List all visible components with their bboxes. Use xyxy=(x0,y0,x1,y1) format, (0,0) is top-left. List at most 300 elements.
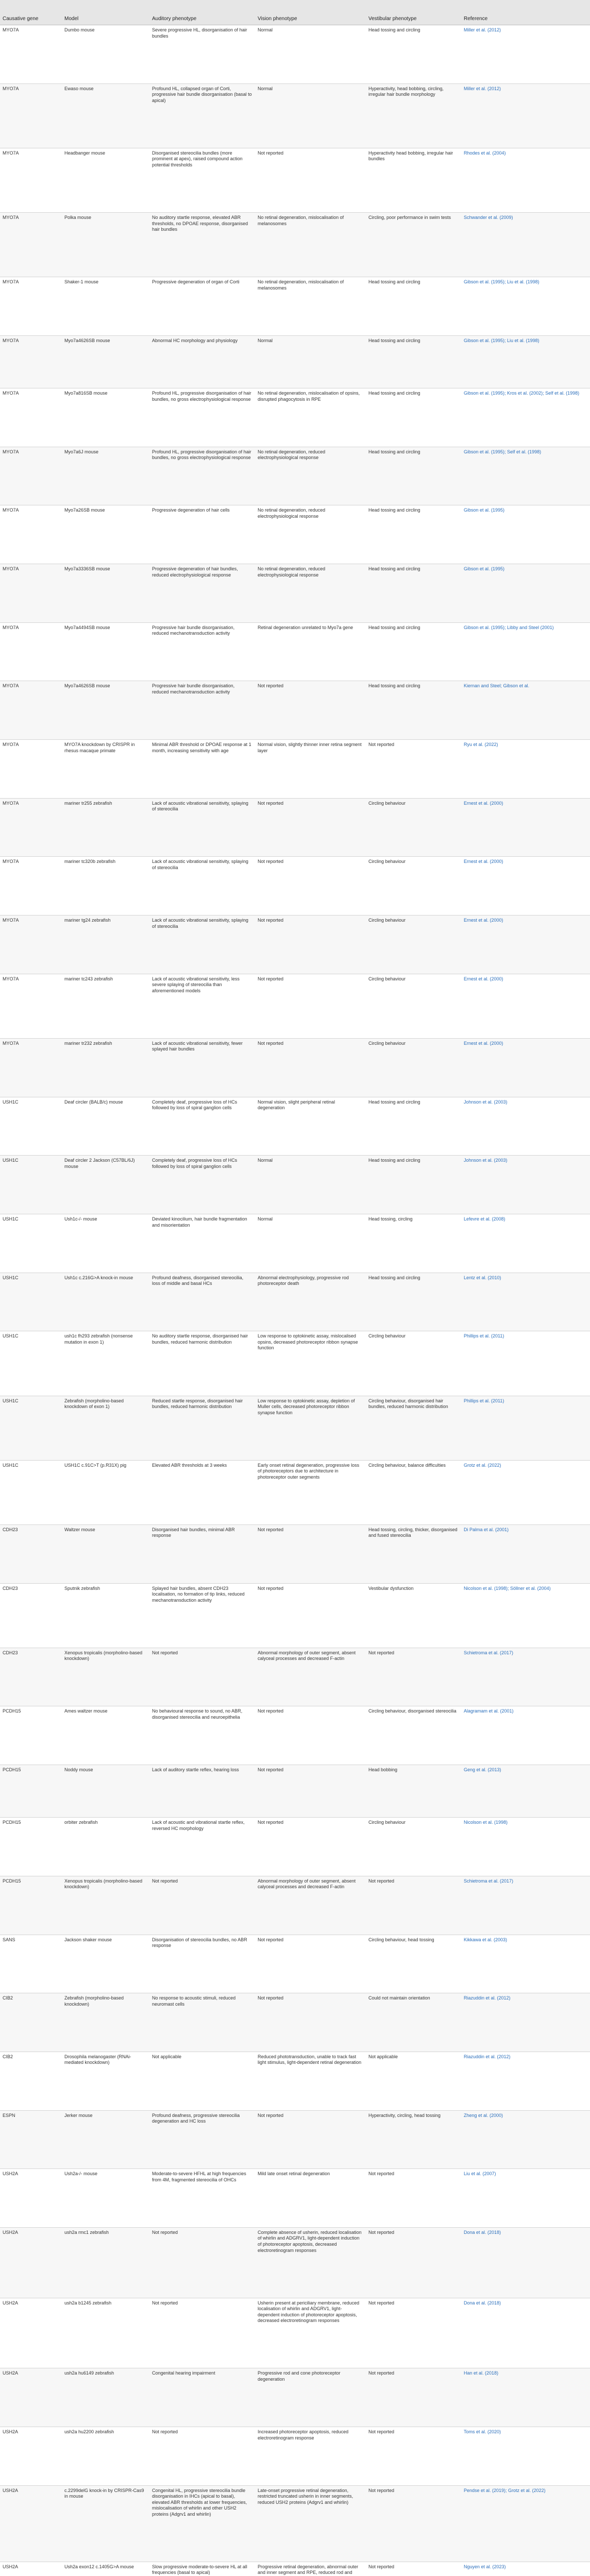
cell-reference[interactable]: Miller et al. (2012) xyxy=(461,83,590,148)
table-row xyxy=(0,1876,590,1935)
cell-gene: USH1C xyxy=(0,1460,62,1524)
cell-model: mariner tr255 zebrafish xyxy=(62,798,149,857)
cell-vision: Normal xyxy=(255,25,366,84)
table-row xyxy=(0,974,590,1038)
cell-model: Ush2a-/- mouse xyxy=(62,2169,149,2228)
table-row xyxy=(0,83,590,148)
cell-reference[interactable]: Gibson et al. (1995); Kros et al. (2002); Self et al. (1998) xyxy=(461,388,590,447)
table-row xyxy=(0,1097,590,1156)
table-row xyxy=(0,25,590,84)
cell-model: Myo7a6J mouse xyxy=(62,447,149,505)
table-row xyxy=(0,1038,590,1097)
cell-vision: Not reported xyxy=(255,857,366,916)
cell-vestibular: Hyperactivity, circling, head tossing xyxy=(366,2110,461,2169)
cell-gene: CDH23 xyxy=(0,1648,62,1706)
cell-vision: Low response to optokinetic assay, depletion of Muller cells, decreased photoreceptor ribbon synapse function xyxy=(255,1396,366,1460)
table-row xyxy=(0,388,590,447)
cell-vestibular: Head tossing and circling xyxy=(366,681,461,740)
cell-reference[interactable]: Phillips et al. (2011) xyxy=(461,1331,590,1396)
table-row xyxy=(0,2110,590,2169)
cell-model: ush2a hu6149 zebrafish xyxy=(62,2368,149,2427)
cell-model: MYO7A knockdown by CRISPR in rhesus macaque primate xyxy=(62,740,149,799)
cell-reference[interactable]: Geng et al. (2013) xyxy=(461,1765,590,1818)
cell-auditory: Lack of acoustic vibrational sensitivity, fewer splayed hair bundles xyxy=(149,1038,255,1097)
cell-model: Ames waltzer mouse xyxy=(62,1706,149,1765)
cell-vision: Abnormal morphology of outer segment, absent calyceal processes and decreased F-actin xyxy=(255,1876,366,1935)
cell-vestibular: Not reported xyxy=(366,1876,461,1935)
cell-reference[interactable]: Johnson et al. (2003) xyxy=(461,1097,590,1156)
cell-gene: PCDH15 xyxy=(0,1765,62,1818)
cell-model: Drosophila melanogaster (RNAi-mediated knockdown) xyxy=(62,2052,149,2110)
cell-model: c.2299delG knock-in by CRISPR-Cas9 in mouse xyxy=(62,2485,149,2562)
cell-vision: Increased photoreceptor apoptosis, reduced electroretinogram response xyxy=(255,2427,366,2486)
cell-reference[interactable]: Pendse et al. (2019); Grotz et al. (2022) xyxy=(461,2485,590,2562)
cell-vision: No retinal degeneration, mislocalisation of opsins, disrupted phagocytosis in RPE xyxy=(255,388,366,447)
cell-vestibular: Not reported xyxy=(366,2427,461,2486)
cell-gene: MYO7A xyxy=(0,505,62,564)
cell-model: Deaf circler (BALB/c) mouse xyxy=(62,1097,149,1156)
cell-reference[interactable]: Nicolson et al. (1998); Söllner et al. (2004) xyxy=(461,1583,590,1648)
cell-reference[interactable]: Dona et al. (2018) xyxy=(461,2298,590,2368)
cell-reference[interactable]: Gibson et al. (1995); Liu et al. (1998) xyxy=(461,335,590,388)
cell-auditory: Splayed hair bundles, absent CDH23 localisation, no formation of tip links, reduced mechanotransduction activity xyxy=(149,1583,255,1648)
cell-gene: USH1C xyxy=(0,1214,62,1273)
cell-gene: USH2A xyxy=(0,2169,62,2228)
cell-auditory: Lack of acoustic vibrational sensitivity, splaying of stereocilia xyxy=(149,857,255,916)
cell-vision: Complete absence of usherin, reduced localisation of whirlin and ADGRV1, light-dependent induction of photoreceptor apoptosis, decreased electroretinogram responses xyxy=(255,2227,366,2298)
cell-model: Dumbo mouse xyxy=(62,25,149,84)
cell-model: Jerker mouse xyxy=(62,2110,149,2169)
cell-reference[interactable]: Dona et al. (2018) xyxy=(461,2227,590,2298)
table-row xyxy=(0,335,590,388)
cell-vestibular: Not reported xyxy=(366,2562,461,2576)
cell-vestibular: Head tossing and circling xyxy=(366,1273,461,1331)
cell-vestibular: Not reported xyxy=(366,2485,461,2562)
cell-vision: Normal xyxy=(255,1156,366,1214)
table-row xyxy=(0,740,590,799)
cell-model: USH1C c.91C>T (p.R31X) pig xyxy=(62,1460,149,1524)
cell-vision: Not reported xyxy=(255,798,366,857)
cell-auditory: Reduced startle response, disorganised hair bundles, reduced harmonic distribution xyxy=(149,1396,255,1460)
cell-gene: USH1C xyxy=(0,1097,62,1156)
cell-vestibular: Not reported xyxy=(366,740,461,799)
table-row xyxy=(0,1524,590,1583)
cell-reference[interactable]: Ernest et al. (2000) xyxy=(461,916,590,974)
cell-vestibular: Head tossing and circling xyxy=(366,447,461,505)
cell-model: Zebrafish (morpholino-based knockdown) xyxy=(62,1993,149,2052)
cell-reference[interactable]: Ernest et al. (2000) xyxy=(461,857,590,916)
cell-auditory: Not reported xyxy=(149,2227,255,2298)
cell-reference[interactable]: Lentz et al. (2010) xyxy=(461,1273,590,1331)
cell-reference[interactable]: Phillips et al. (2011) xyxy=(461,1396,590,1460)
cell-model: ush2a hu2200 zebrafish xyxy=(62,2427,149,2486)
cell-gene: USH1C xyxy=(0,1396,62,1460)
cell-auditory: Lack of acoustic and vibrational startle reflex, reversed HC morphology xyxy=(149,1818,255,1876)
cell-reference[interactable]: Toms et al. (2020) xyxy=(461,2427,590,2486)
cell-auditory: Slow progressive moderate-to-severe HL at all frequencies (basal to apical) xyxy=(149,2562,255,2576)
cell-vestibular: Circling behaviour, balance difficulties xyxy=(366,1460,461,1524)
cell-reference[interactable]: Nicolson et al. (1998) xyxy=(461,1818,590,1876)
table-row xyxy=(0,2169,590,2228)
cell-vision: Progressive rod and cone photoreceptor degeneration xyxy=(255,2368,366,2427)
cell-vestibular: Circling behaviour xyxy=(366,1818,461,1876)
cell-vestibular: Not reported xyxy=(366,1648,461,1706)
cell-vestibular: Hyperactivity, head bobbing, circling, irregular hair bundle morphology xyxy=(366,83,461,148)
table-row xyxy=(0,2427,590,2486)
table-row xyxy=(0,213,590,277)
cell-vestibular: Circling behaviour xyxy=(366,974,461,1038)
cell-auditory: Progressive degeneration of organ of Corti xyxy=(149,277,255,336)
cell-vision: Not reported xyxy=(255,1038,366,1097)
cell-gene: MYO7A xyxy=(0,681,62,740)
table-row xyxy=(0,1331,590,1396)
cell-gene: ESPN xyxy=(0,2110,62,2169)
cell-auditory: Moderate-to-severe HFHL at high frequencies from 4M, fragmented stereocilia of OHCs xyxy=(149,2169,255,2228)
cell-model: mariner tc320b zebrafish xyxy=(62,857,149,916)
cell-vestibular: Not reported xyxy=(366,2169,461,2228)
cell-gene: MYO7A xyxy=(0,148,62,212)
header-auditory-phenotype: Auditory phenotype xyxy=(149,0,255,25)
cell-auditory: Lack of acoustic vibrational sensitivity, splaying of stereocilia xyxy=(149,916,255,974)
cell-auditory: Deviated kinocilium, hair bundle fragmentation and misorientation xyxy=(149,1214,255,1273)
cell-vision: Not reported xyxy=(255,681,366,740)
table-row xyxy=(0,2368,590,2427)
cell-auditory: Not reported xyxy=(149,2427,255,2486)
cell-gene: USH2A xyxy=(0,2368,62,2427)
cell-auditory: Progressive hair bundle disorganisation, reduced mechanotransduction activity xyxy=(149,681,255,740)
table-body xyxy=(0,25,590,2576)
cell-gene: USH1C xyxy=(0,1156,62,1214)
cell-vestibular: Circling behaviour xyxy=(366,857,461,916)
cell-vestibular: Head tossing and circling xyxy=(366,335,461,388)
cell-vestibular: Head tossing and circling xyxy=(366,25,461,84)
cell-model: ush2a b1245 zebrafish xyxy=(62,2298,149,2368)
cell-reference[interactable]: Riazuddin et al. (2012) xyxy=(461,2052,590,2110)
cell-auditory: Completely deaf, progressive loss of HCs followed by loss of spiral ganglion cells xyxy=(149,1156,255,1214)
cell-gene: MYO7A xyxy=(0,564,62,623)
table-row xyxy=(0,277,590,336)
table-row xyxy=(0,505,590,564)
cell-model: Waltzer mouse xyxy=(62,1524,149,1583)
cell-vision: Late-onset progressive retinal degeneration, restricted truncated usherin in inner segments, reduced USH2 proteins (Adgrv1 and whirlin) xyxy=(255,2485,366,2562)
cell-reference[interactable]: Zheng et al. (2000) xyxy=(461,2110,590,2169)
cell-model: Ush1c c.216G>A knock-in mouse xyxy=(62,1273,149,1331)
cell-gene: MYO7A xyxy=(0,740,62,799)
cell-model: ush1c fh293 zebrafish (nonsense mutation in exon 1) xyxy=(62,1331,149,1396)
cell-reference[interactable]: Ernest et al. (2000) xyxy=(461,798,590,857)
header-vestibular-phenotype: Vestibular phenotype xyxy=(366,0,461,25)
cell-gene: USH1C xyxy=(0,1273,62,1331)
cell-model: Jackson shaker mouse xyxy=(62,1935,149,1993)
cell-vestibular: Circling, poor performance in swim tests xyxy=(366,213,461,277)
cell-vision: Not reported xyxy=(255,1765,366,1818)
cell-vision: Abnormal morphology of outer segment, absent calyceal processes and decreased F-actin xyxy=(255,1648,366,1706)
cell-vision: Not reported xyxy=(255,148,366,212)
table-row xyxy=(0,564,590,623)
cell-gene: CIB2 xyxy=(0,1993,62,2052)
cell-reference[interactable]: Han et al. (2018) xyxy=(461,2368,590,2427)
cell-reference[interactable]: Schwander et al. (2009) xyxy=(461,213,590,277)
table-row xyxy=(0,1818,590,1876)
cell-vestibular: Head tossing and circling xyxy=(366,1097,461,1156)
cell-reference[interactable]: Nguyen et al. (2023) xyxy=(461,2562,590,2576)
cell-model: Deaf circler 2 Jackson (C57BL/6J) mouse xyxy=(62,1156,149,1214)
cell-reference[interactable]: Miller et al. (2012) xyxy=(461,25,590,84)
cell-auditory: Lack of acoustic vibrational sensitivity, splaying of stereocilia xyxy=(149,798,255,857)
cell-gene: MYO7A xyxy=(0,277,62,336)
cell-vestibular: Head tossing and circling xyxy=(366,1156,461,1214)
cell-reference[interactable]: Gibson et al. (1995) xyxy=(461,564,590,623)
cell-reference[interactable]: Kiernan and Steel; Gibson et al. xyxy=(461,681,590,740)
cell-vestibular: Could not maintain orientation xyxy=(366,1993,461,2052)
cell-model: Ush2a exon12 c.1405G>A mouse xyxy=(62,2562,149,2576)
cell-vision: Reduced phototransduction, unable to track fast light stimulus, light-dependent retinal degeneration xyxy=(255,2052,366,2110)
table-row xyxy=(0,622,590,681)
cell-vision: Usherin present at periciliary membrane, reduced localisation of whirlin and ADGRV1, light-dependent induction of photoreceptor apoptosis, decreased electroretinogram responses xyxy=(255,2298,366,2368)
table-row xyxy=(0,1706,590,1765)
cell-auditory: No auditory startle response, elevated ABR thresholds, no DPOAE response, disorganised hair bundles xyxy=(149,213,255,277)
cell-auditory: Lack of auditory startle reflex, hearing loss xyxy=(149,1765,255,1818)
cell-gene: MYO7A xyxy=(0,857,62,916)
cell-vision: Early onset retinal degeneration, progressive loss of photoreceptors due to architecture in photoreceptor outer segments xyxy=(255,1460,366,1524)
cell-vision: Not reported xyxy=(255,1583,366,1648)
cell-gene: USH2A xyxy=(0,2298,62,2368)
cell-reference[interactable]: Alagramam et al. (2001) xyxy=(461,1706,590,1765)
cell-reference[interactable]: Gibson et al. (1995) xyxy=(461,505,590,564)
cell-gene: PCDH15 xyxy=(0,1706,62,1765)
cell-reference[interactable]: Ernest et al. (2000) xyxy=(461,974,590,1038)
cell-vestibular: Vestibular dysfunction xyxy=(366,1583,461,1648)
cell-gene: CDH23 xyxy=(0,1524,62,1583)
cell-vision: Not reported xyxy=(255,1706,366,1765)
cell-model: Ush1c-/- mouse xyxy=(62,1214,149,1273)
cell-vestibular: Circling behaviour xyxy=(366,1038,461,1097)
cell-reference[interactable]: Kikkawa et al. (2003) xyxy=(461,1935,590,1993)
cell-gene: USH1C xyxy=(0,1331,62,1396)
cell-auditory: Minimal ABR threshold or DPOAE response at 1 month, increasing sensitivity with age xyxy=(149,740,255,799)
table-row xyxy=(0,1214,590,1273)
cell-vision: No retinal degeneration, reduced electrophysiological response xyxy=(255,505,366,564)
cell-vision: No retinal degeneration, mislocalisation of melanosomes xyxy=(255,213,366,277)
cell-reference[interactable]: Ryu et al. (2022) xyxy=(461,740,590,799)
cell-auditory: No auditory startle response, disorganised hair bundles, reduced harmonic distribution xyxy=(149,1331,255,1396)
cell-auditory: No behavioural response to sound, no ABR, disorganised stereocilia and neuroepithelia xyxy=(149,1706,255,1765)
cell-reference[interactable]: Riazuddin et al. (2012) xyxy=(461,1993,590,2052)
table-row xyxy=(0,148,590,212)
cell-vision: Mild late onset retinal degeneration xyxy=(255,2169,366,2228)
cell-reference[interactable]: Liu et al. (2007) xyxy=(461,2169,590,2228)
cell-model: Polka mouse xyxy=(62,213,149,277)
cell-auditory: Not reported xyxy=(149,1648,255,1706)
cell-vision: No retinal degeneration, reduced electrophysiological response xyxy=(255,447,366,505)
cell-auditory: Progressive degeneration of hair cells xyxy=(149,505,255,564)
table-row xyxy=(0,1156,590,1214)
cell-model: Myo7a3336SB mouse xyxy=(62,564,149,623)
cell-vestibular: Head tossing and circling xyxy=(366,622,461,681)
cell-vestibular: Circling behaviour xyxy=(366,1331,461,1396)
cell-vestibular: Head bobbing xyxy=(366,1765,461,1818)
cell-vestibular: Not reported xyxy=(366,2368,461,2427)
cell-gene: MYO7A xyxy=(0,25,62,84)
table-row xyxy=(0,2227,590,2298)
cell-model: Ewaso mouse xyxy=(62,83,149,148)
table-row xyxy=(0,1993,590,2052)
cell-reference[interactable]: Gibson et al. (1995); Libby and Steel (2001) xyxy=(461,622,590,681)
cell-reference[interactable]: Lefevre et al. (2008) xyxy=(461,1214,590,1273)
cell-gene: CDH23 xyxy=(0,1583,62,1648)
cell-gene: SANS xyxy=(0,1935,62,1993)
cell-reference[interactable]: Gibson et al. (1995); Self et al. (1998) xyxy=(461,447,590,505)
table-row xyxy=(0,2052,590,2110)
cell-model: Noddy mouse xyxy=(62,1765,149,1818)
table-row xyxy=(0,681,590,740)
cell-vestibular: Hyperactivity head bobbing, irregular hair bundles xyxy=(366,148,461,212)
cell-vision: Not reported xyxy=(255,1935,366,1993)
cell-auditory: Not reported xyxy=(149,2298,255,2368)
cell-gene: MYO7A xyxy=(0,1038,62,1097)
cell-auditory: Disorganisation of stereocilia bundles, no ABR response xyxy=(149,1935,255,1993)
cell-auditory: Completely deaf, progressive loss of HCs followed by loss of spiral ganglion cells xyxy=(149,1097,255,1156)
cell-gene: USH2A xyxy=(0,2227,62,2298)
cell-model: Sputnik zebrafish xyxy=(62,1583,149,1648)
cell-vision: Abnormal electrophysiology, progressive rod photoreceptor death xyxy=(255,1273,366,1331)
cell-auditory: Profound HL, collapsed organ of Corti, progressive hair bundle disorganisation (basal to apical) xyxy=(149,83,255,148)
cell-gene: USH2A xyxy=(0,2485,62,2562)
cell-auditory: Disorganised hair bundles, minimal ABR response xyxy=(149,1524,255,1583)
cell-model: Myo7a816SB mouse xyxy=(62,388,149,447)
cell-gene: MYO7A xyxy=(0,83,62,148)
cell-auditory: Severe progressive HL, disorganisation of hair bundles xyxy=(149,25,255,84)
table-row xyxy=(0,2485,590,2562)
cell-auditory: Profound HL, progressive disorganisation of hair bundles, no gross electrophysiological response xyxy=(149,388,255,447)
table-row xyxy=(0,1273,590,1331)
cell-vision: Progressive retinal degeneration, abnormal outer and inner segment and RPE, reduced rod and xyxy=(255,2562,366,2576)
cell-auditory: Congenital hearing impairment xyxy=(149,2368,255,2427)
table-row xyxy=(0,1460,590,1524)
table-row xyxy=(0,2562,590,2576)
header-reference: Reference xyxy=(461,0,590,25)
cell-auditory: Lack of acoustic vibrational sensitivity, less severe splaying of stereocilia than aforementioned models xyxy=(149,974,255,1038)
cell-model: mariner tg24 zebrafish xyxy=(62,916,149,974)
cell-vision: Not reported xyxy=(255,1818,366,1876)
cell-vestibular: Head tossing and circling xyxy=(366,505,461,564)
cell-gene: MYO7A xyxy=(0,798,62,857)
cell-vision: No retinal degeneration, mislocalisation of melanosomes xyxy=(255,277,366,336)
cell-reference[interactable]: Rhodes et al. (2004) xyxy=(461,148,590,212)
cell-vestibular: Head tossing and circling xyxy=(366,388,461,447)
cell-reference[interactable]: Schietroma et al. (2017) xyxy=(461,1648,590,1706)
cell-vision: No retinal degeneration, reduced electrophysiological response xyxy=(255,564,366,623)
cell-vision: Normal xyxy=(255,335,366,388)
cell-model: mariner tr232 zebrafish xyxy=(62,1038,149,1097)
table-row xyxy=(0,1935,590,1993)
cell-model: Zebrafish (morpholino-based knockdown of exon 1) xyxy=(62,1396,149,1460)
cell-model: orbiter zebrafish xyxy=(62,1818,149,1876)
cell-auditory: Congenital HL, progressive stereocilia bundle disorganisation in IHCs (apical to basal), elevated ABR thresholds at lower frequencies, mislocalisation of whirlin and other USH2 proteins (Adgrv1 and whirlin) xyxy=(149,2485,255,2562)
cell-vestibular: Circling behaviour, disorganised stereocilia xyxy=(366,1706,461,1765)
cell-vision: Retinal degeneration unrelated to Myo7a gene xyxy=(255,622,366,681)
cell-auditory: Abnormal HC morphology and physiology xyxy=(149,335,255,388)
cell-vision: Low response to optokinetic assay, mislocalised opsins, decreased photoreceptor ribbon synapse function xyxy=(255,1331,366,1396)
cell-auditory: Profound HL, progressive disorganisation of hair bundles, no gross electrophysiological response xyxy=(149,447,255,505)
cell-vestibular: Not reported xyxy=(366,2227,461,2298)
cell-vision: Not reported xyxy=(255,2110,366,2169)
cell-vestibular: Not applicable xyxy=(366,2052,461,2110)
cell-vestibular: Head tossing and circling xyxy=(366,564,461,623)
cell-auditory: No response to acoustic stimuli, reduced neuromast cells xyxy=(149,1993,255,2052)
cell-vision: Normal vision, slightly thinner inner retina segment layer xyxy=(255,740,366,799)
cell-gene: CIB2 xyxy=(0,2052,62,2110)
cell-vestibular: Head tossing, circling xyxy=(366,1214,461,1273)
cell-model: mariner tc243 zebrafish xyxy=(62,974,149,1038)
cell-model: Shaker-1 mouse xyxy=(62,277,149,336)
cell-reference[interactable]: Grotz et al. (2022) xyxy=(461,1460,590,1524)
cell-gene: MYO7A xyxy=(0,622,62,681)
table-row xyxy=(0,1396,590,1460)
table-row xyxy=(0,857,590,916)
header-vision-phenotype: Vision phenotype xyxy=(255,0,366,25)
cell-vision: Normal xyxy=(255,1214,366,1273)
cell-model: Xenopus tropicalis (morpholino-based knockdown) xyxy=(62,1876,149,1935)
table-row xyxy=(0,1765,590,1818)
cell-vestibular: Not reported xyxy=(366,2298,461,2368)
cell-gene: MYO7A xyxy=(0,447,62,505)
cell-gene: MYO7A xyxy=(0,335,62,388)
cell-model: Headbanger mouse xyxy=(62,148,149,212)
cell-auditory: Progressive hair bundle disorganisation, reduced mechanotransduction activity xyxy=(149,622,255,681)
cell-vision: Normal vision, slight peripheral retinal degeneration xyxy=(255,1097,366,1156)
table-row xyxy=(0,1648,590,1706)
cell-reference[interactable]: Di Palma et al. (2001) xyxy=(461,1524,590,1583)
cell-model: Myo7a4626SB mouse xyxy=(62,335,149,388)
cell-gene: MYO7A xyxy=(0,916,62,974)
cell-gene: MYO7A xyxy=(0,213,62,277)
cell-vision: Not reported xyxy=(255,916,366,974)
cell-model: Myo7a4626SB mouse xyxy=(62,681,149,740)
cell-vision: Not reported xyxy=(255,1993,366,2052)
cell-gene: USH2A xyxy=(0,2427,62,2486)
cell-auditory: Disorganised stereocilia bundles (more prominent at apex), raised compound action potential thresholds xyxy=(149,148,255,212)
cell-auditory: Progressive degeneration of hair bundles, reduced electrophysiological response xyxy=(149,564,255,623)
cell-auditory: Profound deafness, disorganised stereocilia, loss of middle and basal HCs xyxy=(149,1273,255,1331)
cell-model: Myo7a4494SB mouse xyxy=(62,622,149,681)
cell-vision: Not reported xyxy=(255,974,366,1038)
cell-vestibular: Head tossing and circling xyxy=(366,277,461,336)
cell-auditory: Not reported xyxy=(149,1876,255,1935)
cell-reference[interactable]: Ernest et al. (2000) xyxy=(461,1038,590,1097)
cell-reference[interactable]: Schietroma et al. (2017) xyxy=(461,1876,590,1935)
table-row xyxy=(0,916,590,974)
cell-model: ush2a rmc1 zebrafish xyxy=(62,2227,149,2298)
cell-vision: Not reported xyxy=(255,1524,366,1583)
cell-reference[interactable]: Johnson et al. (2003) xyxy=(461,1156,590,1214)
header-model: Model xyxy=(62,0,149,25)
cell-vestibular: Head tossing, circling, thicker, disorganised and fused stereocilia xyxy=(366,1524,461,1583)
cell-vestibular: Circling behaviour, disorganised hair bundles, reduced harmonic distribution xyxy=(366,1396,461,1460)
cell-vision: Normal xyxy=(255,83,366,148)
cell-gene: PCDH15 xyxy=(0,1818,62,1876)
table-header xyxy=(0,0,590,25)
header-causative-gene: Causative gene xyxy=(0,0,62,25)
cell-gene: MYO7A xyxy=(0,974,62,1038)
cell-vestibular: Circling behaviour xyxy=(366,916,461,974)
table-row xyxy=(0,2298,590,2368)
cell-auditory: Profound deafness, progressive stereocilia degeneration and HC loss xyxy=(149,2110,255,2169)
cell-gene: MYO7A xyxy=(0,388,62,447)
table-row xyxy=(0,798,590,857)
table-row xyxy=(0,1583,590,1648)
cell-reference[interactable]: Gibson et al. (1995); Liu et al. (1998) xyxy=(461,277,590,336)
